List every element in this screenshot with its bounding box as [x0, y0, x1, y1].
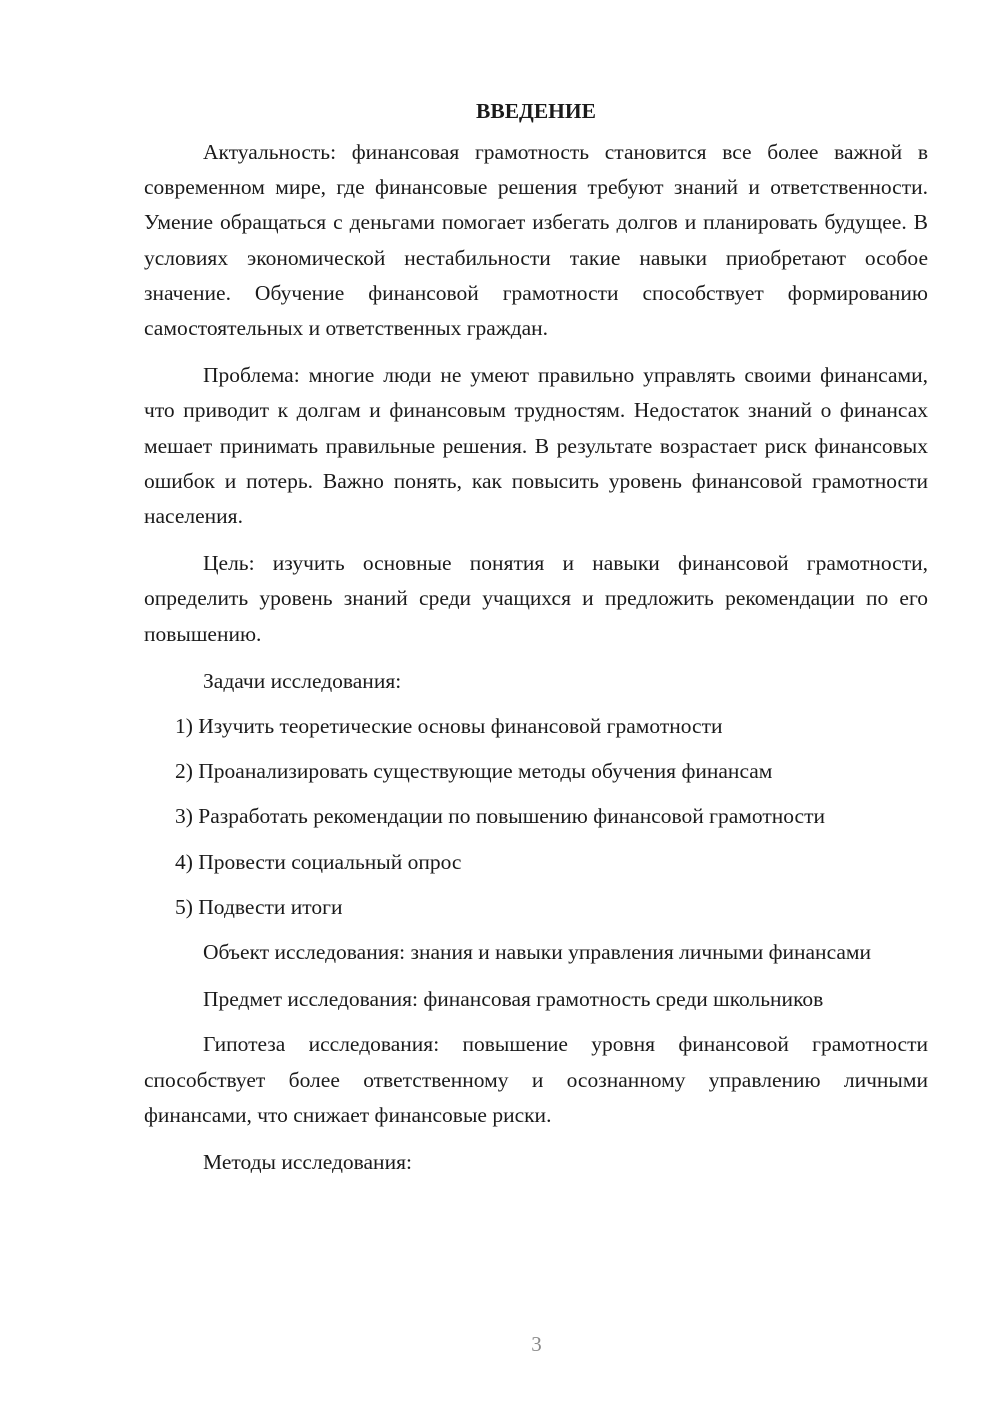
page-body: [144, 96, 928, 1190]
task-item: 3) Разработать рекомендации по повышению финансовой грамотности: [175, 804, 825, 829]
goal-paragraph: Цель: изучить основные понятия и навыки финансовой грамотности, определить уровень знаний среди учащихся и предложить рекомендации по его повышению.: [144, 551, 928, 646]
problem-paragraph: Проблема: многие люди не умеют правильно управлять своими финансами, что приводит к долгам и финансовым трудностям. Недостаток знаний о финансах мешает принимать правильные решения. В результате возрастает риск финансовых ошибок и потерь. Важно понять, как повысить уровень финансовой грамотности населения.: [144, 363, 928, 529]
page-number: 3: [531, 1332, 542, 1356]
section-title: ВВЕДЕНИЕ: [476, 99, 596, 123]
task-item: 5) Подвести итоги: [175, 894, 343, 919]
tasks-heading: Задачи исследования:: [203, 668, 402, 693]
research-object-paragraph: Объект исследования: знания и навыки управления личными финансами: [203, 940, 872, 965]
research-subject-paragraph: Предмет исследования: финансовая грамотность среди школьников: [203, 987, 824, 1012]
task-item: 4) Провести социальный опрос: [175, 849, 462, 874]
task-item: 2) Проанализировать существующие методы обучения финансам: [175, 759, 773, 784]
hypothesis-paragraph: Гипотеза исследования: повышение уровня финансовой грамотности способствует более ответственному и осознанному управлению личными финансами, что снижает финансовые риски.: [144, 1032, 928, 1127]
task-item: 1) Изучить теоретические основы финансовой грамотности: [175, 714, 723, 739]
relevance-paragraph: Актуальность: финансовая грамотность становится все более важной в современном мире, где финансовые решения требуют знаний и ответственности. Умение обращаться с деньгами помогает избегать долгов и планировать будущее. В условиях экономической нестабильности такие навыки приобретают особое значение. Обучение финансовой грамотности способствует формированию самостоятельных и ответственных граждан.: [144, 140, 928, 341]
methods-heading: Методы исследования:: [203, 1150, 412, 1175]
